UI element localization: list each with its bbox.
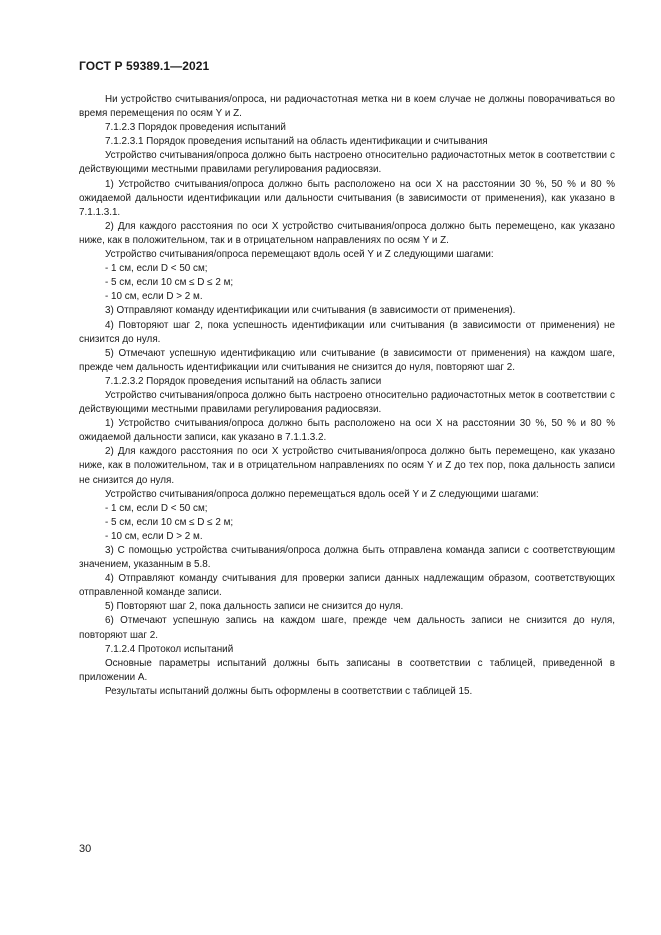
list-item: - 1 см, если D < 50 см; [105,263,208,275]
paragraph: 5) Отмечают успешную идентификацию или считывание (в зависимости от применения) на каждом шаге, прежде чем дальность идентификации или считывания не снизится до нуля, повторяют шаг 2. [79,347,615,373]
section-heading: 7.1.2.3.1 Порядок проведения испытаний на область идентификации и считывания [105,136,488,148]
list-item: - 5 см, если 10 см ≤ D ≤ 2 м; [105,277,234,289]
paragraph: Устройство считывания/опроса должно перемещаться вдоль осей Y и Z следующими шагами: [105,488,539,500]
paragraph: 5) Повторяют шаг 2, пока дальность записи не снизится до нуля. [105,601,404,613]
list-item: - 5 см, если 10 см ≤ D ≤ 2 м; [105,516,234,528]
paragraph: 6) Отмечают успешную запись на каждом шаге, прежде чем дальность записи не снизится до нуля, повторяют шаг 2. [79,615,615,641]
paragraph: Результаты испытаний должны быть оформлены в соответствии с таблицей 15. [105,685,473,697]
list-item: - 1 см, если D < 50 см; [105,502,208,514]
paragraph: 3) С помощью устройства считывания/опроса должна быть отправлена команда записи с соответствующим значением, указанным в 5.8. [79,545,615,571]
paragraph: 1) Устройство считывания/опроса должно быть расположено на оси X на расстоянии 30 %, 50 % и 80 % ожидаемой дальности записи, как указано в 7.1.1.3.2. [79,418,615,444]
document-body [79,93,615,699]
section-heading: 7.1.2.3.2 Порядок проведения испытаний на область записи [105,375,382,387]
paragraph: Ни устройство считывания/опроса, ни радиочастотная метка ни в коем случае не должны поворачиваться во время перемещения по осям Y и Z. [79,94,615,120]
section-heading: 7.1.2.3 Порядок проведения испытаний [105,122,286,134]
paragraph: Устройство считывания/опроса должно быть настроено относительно радиочастотных меток в соответствии с действующими местными правилами регулирования радиосвязи. [79,389,615,416]
paragraph: 2) Для каждого расстояния по оси X устройство считывания/опроса должно быть перемещено, как указано ниже, как в положительном, так и в отрицательном направлениях по осям Y и Z до тех пор, пока дальность записи не снизится до нуля. [79,446,615,486]
paragraph: Устройство считывания/опроса перемещают вдоль осей Y и Z следующими шагами: [105,249,494,261]
paragraph: Основные параметры испытаний должны быть записаны в соответствии с таблицей, приведенной в приложении А. [79,657,615,683]
paragraph: 4) Повторяют шаг 2, пока успешность идентификации или считывания (в зависимости от применения) не снизится до нуля. [79,319,615,345]
page-number: 30 [79,843,92,855]
section-heading: 7.1.2.4 Протокол испытаний [105,643,234,655]
paragraph: 3) Отправляют команду идентификации или считывания (в зависимости от применения). [105,305,516,317]
document-header: ГОСТ Р 59389.1—2021 [79,59,210,73]
list-item: - 10 см, если D > 2 м. [105,291,203,303]
paragraph: 4) Отправляют команду считывания для проверки записи данных надлежащим образом, соответствующих отправленной команде записи. [79,573,615,599]
paragraph: 2) Для каждого расстояния по оси X устройство считывания/опроса должно быть перемещено, как указано ниже, как в положительном, так и в отрицательном направлениях по осям Y и Z. [79,220,615,246]
paragraph: 1) Устройство считывания/опроса должно быть расположено на оси X на расстоянии 30 %, 50 % и 80 % ожидаемой дальности идентификации или дальности считывания (в зависимости от применения), как указано в 7.1.1.3.1. [79,178,615,218]
list-item: - 10 см, если D > 2 м. [105,530,203,542]
paragraph: Устройство считывания/опроса должно быть настроено относительно радиочастотных меток в соответствии с действующими местными правилами регулирования радиосвязи. [79,150,615,176]
